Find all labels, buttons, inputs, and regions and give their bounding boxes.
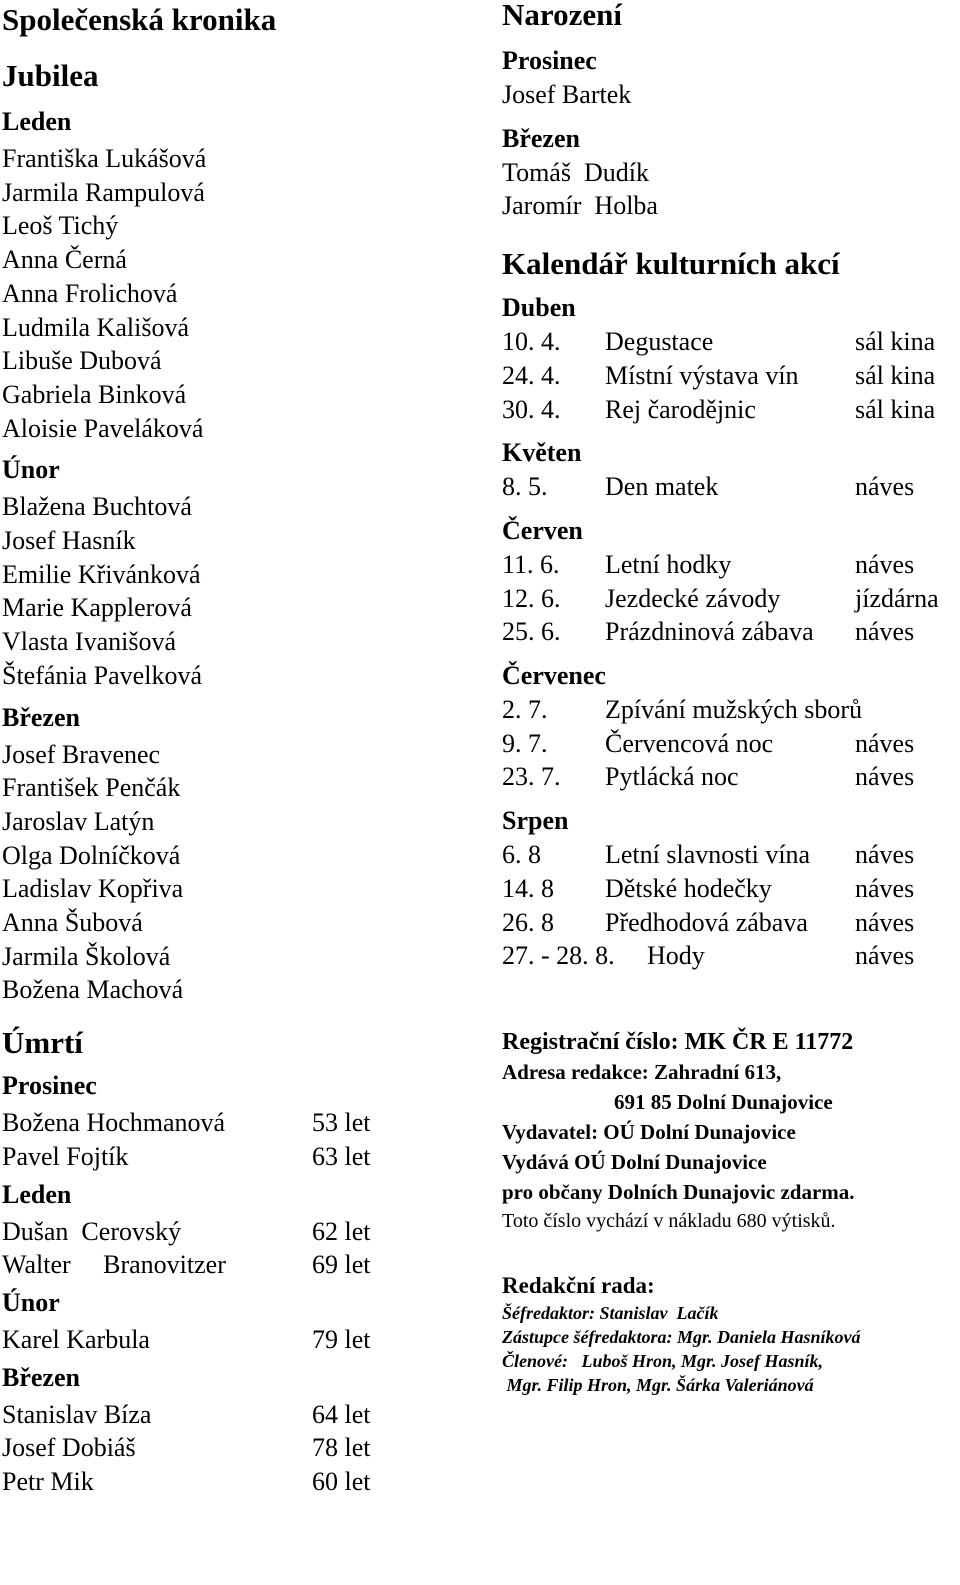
- kalendar-event-date: 10. 4.: [502, 327, 561, 357]
- registration-number: Registrační číslo: MK ČR E 11772: [502, 1028, 854, 1055]
- umrti-row: [2, 1215, 472, 1249]
- kalendar-event-row: [502, 582, 957, 616]
- issued-by: Vydává OÚ Dolní Dunajovice: [502, 1149, 767, 1174]
- umrti-age: 53 let: [312, 1108, 371, 1138]
- kalendar-event-row: [502, 760, 957, 794]
- kalendar-event-date: 27. - 28. 8.: [502, 941, 615, 971]
- kalendar-event-name: Místní výstava vín: [605, 360, 799, 390]
- umrti-name: Walter Branovitzer: [2, 1250, 226, 1280]
- kalendar-event-place: náves: [855, 728, 915, 758]
- umrti-row: [2, 1465, 472, 1499]
- jubilea-person: Olga Dolníčková: [2, 840, 181, 870]
- kalendar-event-row: [502, 393, 957, 427]
- jubilea-month-heading: Leden: [2, 107, 72, 136]
- umrti-age: 79 let: [312, 1324, 371, 1354]
- kalendar-event-name: Rej čarodějnic: [605, 394, 756, 424]
- kalendar-heading: Kalendář kulturních akcí: [502, 246, 840, 282]
- editorial-board-line: Zástupce šéfredaktora: Mgr. Daniela Hasníková: [502, 1326, 861, 1347]
- jubilea-person: Štefánia Pavelková: [2, 660, 202, 690]
- narozeni-person: Josef Bartek: [502, 80, 632, 109]
- editorial-board-line: Mgr. Filip Hron, Mgr. Šárka Valeriánová: [502, 1374, 814, 1395]
- umrti-name: Pavel Fojtík: [2, 1141, 129, 1171]
- umrti-list: [2, 1069, 472, 1499]
- kalendar-event-date: 14. 8: [502, 873, 554, 903]
- narozeni-person: Tomáš Dudík: [502, 157, 649, 187]
- kalendar-event-place: náves: [855, 617, 915, 647]
- jubilea-heading: Jubilea: [2, 58, 99, 93]
- editorial-board: [502, 1271, 957, 1397]
- kalendar-month-heading: Duben: [502, 293, 576, 323]
- umrti-name: Dušan Cerovský: [2, 1216, 182, 1246]
- publisher: Vydavatel: OÚ Dolní Dunajovice: [502, 1119, 796, 1144]
- umrti-row: [2, 1106, 472, 1140]
- kalendar-event-name: Jezdecké závody: [605, 583, 781, 613]
- kalendar-event-name: Pytlácká noc: [605, 762, 739, 792]
- kalendar-event-date: 25. 6.: [502, 617, 561, 647]
- kalendar-event-row: [502, 838, 957, 872]
- jubilea-month-heading: Březen: [2, 702, 80, 732]
- umrti-age: 62 let: [312, 1216, 371, 1246]
- umrti-row: [2, 1398, 472, 1432]
- umrti-name: Stanislav Bíza: [2, 1399, 152, 1429]
- jubilea-person: Josef Hasník: [2, 526, 136, 556]
- kalendar-event-row: [502, 359, 957, 393]
- kalendar-event-row: [502, 939, 957, 973]
- jubilea-person: Jarmila Rampulová: [2, 177, 205, 207]
- kalendar-event-name: Předhodová zábava: [605, 907, 808, 937]
- jubilea-person: Libuše Dubová: [2, 346, 162, 376]
- kalendar-event-name: Letní hodky: [605, 549, 732, 579]
- kalendar-event-place: sál kina: [855, 360, 936, 390]
- jubilea-person: Ludmila Kališová: [2, 312, 190, 342]
- umrti-age: 64 let: [312, 1399, 371, 1429]
- kalendar-event-place: náves: [855, 840, 915, 870]
- jubilea-person: Marie Kapplerová: [2, 593, 192, 623]
- jubilea-person: Josef Bravenec: [2, 739, 161, 769]
- kalendar-event-row: [502, 615, 957, 649]
- kalendar-month-heading: Květen: [502, 438, 582, 468]
- umrti-name: Josef Dobiáš: [2, 1433, 136, 1463]
- kalendar-event-place: náves: [855, 907, 915, 937]
- kalendar-event-name: Degustace: [605, 327, 714, 357]
- umrti-age: 63 let: [312, 1141, 371, 1171]
- editorial-board-line: Členové: Luboš Hron, Mgr. Josef Hasník,: [502, 1350, 824, 1371]
- editorial-board-heading: Redakční rada:: [502, 1272, 655, 1298]
- narozeni-person: Jaromír Holba: [502, 191, 658, 221]
- address-line-2: 691 85 Dolní Dunajovice: [614, 1089, 833, 1114]
- right-column: [502, 0, 957, 1397]
- narozeni-heading: Narození: [502, 0, 622, 32]
- kalendar-event-date: 11. 6.: [502, 549, 560, 579]
- jubilea-person: Vlasta Ivanišová: [2, 627, 177, 657]
- jubilea-person: Gabriela Binková: [2, 379, 187, 409]
- kalendar-event-date: 8. 5.: [502, 472, 548, 502]
- kalendar-event-name: Letní slavnosti vína: [605, 840, 811, 870]
- kalendar-event-row: [502, 325, 957, 359]
- umrti-age: 60 let: [312, 1467, 371, 1497]
- kalendar-event-row: [502, 548, 957, 582]
- kalendar-event-row: [502, 727, 957, 761]
- umrti-age: 69 let: [312, 1250, 371, 1280]
- kalendar-month-heading: Srpen: [502, 806, 569, 836]
- narozeni-month-heading: Březen: [502, 123, 580, 153]
- umrti-row: [2, 1140, 472, 1174]
- kalendar-event-name: Prázdninová zábava: [605, 617, 814, 647]
- jubilea-person: Anna Černá: [2, 245, 127, 275]
- left-column: [2, 0, 472, 1499]
- narozeni-list: [502, 44, 957, 223]
- kalendar-event-date: 23. 7.: [502, 762, 561, 792]
- address-line-1: Adresa redakce: Zahradní 613,: [502, 1059, 782, 1084]
- jubilea-person: František Penčák: [2, 773, 181, 803]
- kalendar-event-date: 30. 4.: [502, 394, 561, 424]
- umrti-age: 78 let: [312, 1433, 371, 1463]
- kalendar-event-row: [502, 872, 957, 906]
- jubilea-month-heading: Únor: [2, 455, 60, 485]
- kalendar-event-row: [502, 693, 957, 727]
- editorial-board-members: [502, 1301, 957, 1397]
- kalendar-event-date: 6. 8: [502, 840, 541, 870]
- jubilea-person: Leoš Tichý: [2, 211, 119, 241]
- umrti-name: Božena Hochmanová: [2, 1108, 226, 1138]
- umrti-month-heading: Únor: [2, 1287, 60, 1317]
- kalendar-event-name: Dětské hodečky: [605, 873, 772, 903]
- jubilea-person: Aloisie Paveláková: [2, 413, 204, 443]
- umrti-row: [2, 1248, 472, 1282]
- kalendar-event-place: sál kina: [855, 327, 936, 357]
- free-distribution: pro občany Dolních Dunajovic zdarma.: [502, 1179, 855, 1204]
- jubilea-person: Jarmila Školová: [2, 941, 171, 971]
- kalendar-event-date: 26. 8: [502, 907, 554, 937]
- kalendar-event-date: 9. 7.: [502, 728, 548, 758]
- kalendar-list: [502, 291, 957, 973]
- kalendar-event-row: [502, 470, 957, 504]
- jubilea-person: Emilie Křivánková: [2, 559, 201, 589]
- jubilea-person: Blažena Buchtová: [2, 492, 192, 522]
- narozeni-month-heading: Prosinec: [502, 46, 597, 75]
- jubilea-list: [2, 105, 472, 1007]
- kalendar-event-place: náves: [855, 549, 915, 579]
- jubilea-person: Anna Šubová: [2, 908, 143, 938]
- umrti-heading: Úmrtí: [2, 1025, 83, 1061]
- kalendar-event-place: náves: [855, 472, 915, 502]
- jubilea-person: Ladislav Kopřiva: [2, 874, 184, 904]
- kalendar-event-date: 12. 6.: [502, 583, 561, 613]
- kalendar-event-name: Zpívání mužských sborů: [605, 695, 863, 725]
- umrti-name: Petr Mik: [2, 1467, 94, 1497]
- kalendar-event-name: Den matek: [605, 472, 719, 502]
- kalendar-event-date: 24. 4.: [502, 360, 561, 390]
- kalendar-event-name: Červencová noc: [605, 728, 774, 758]
- kalendar-event-place: náves: [855, 941, 915, 971]
- kalendar-month-heading: Červenec: [502, 661, 606, 691]
- umrti-row: [2, 1431, 472, 1465]
- editorial-board-line: Šéfredaktor: Stanislav Lačík: [502, 1302, 719, 1323]
- jubilea-person: Františka Lukášová: [2, 144, 207, 173]
- print-run: Toto číslo vychází v nákladu 680 výtisků.: [502, 1209, 836, 1232]
- page-title: Společenská kronika: [2, 2, 277, 37]
- kalendar-event-name: Hody: [647, 941, 705, 971]
- kalendar-event-place: jízdárna: [855, 583, 939, 613]
- kalendar-month-heading: Červen: [502, 515, 583, 545]
- jubilea-person: Anna Frolichová: [2, 278, 178, 308]
- umrti-month-heading: Leden: [2, 1179, 72, 1209]
- umrti-month-heading: Březen: [2, 1362, 80, 1392]
- jubilea-person: Jaroslav Latýn: [2, 806, 155, 836]
- umrti-month-heading: Prosinec: [2, 1071, 97, 1101]
- jubilea-person: Božena Machová: [2, 975, 184, 1005]
- kalendar-event-date: 2. 7.: [502, 695, 548, 725]
- kalendar-event-place: sál kina: [855, 394, 936, 424]
- umrti-name: Karel Karbula: [2, 1324, 150, 1354]
- kalendar-event-place: náves: [855, 762, 915, 792]
- kalendar-event-place: náves: [855, 873, 915, 903]
- kalendar-event-row: [502, 906, 957, 940]
- umrti-row: [2, 1323, 472, 1357]
- info-block: [502, 1027, 957, 1235]
